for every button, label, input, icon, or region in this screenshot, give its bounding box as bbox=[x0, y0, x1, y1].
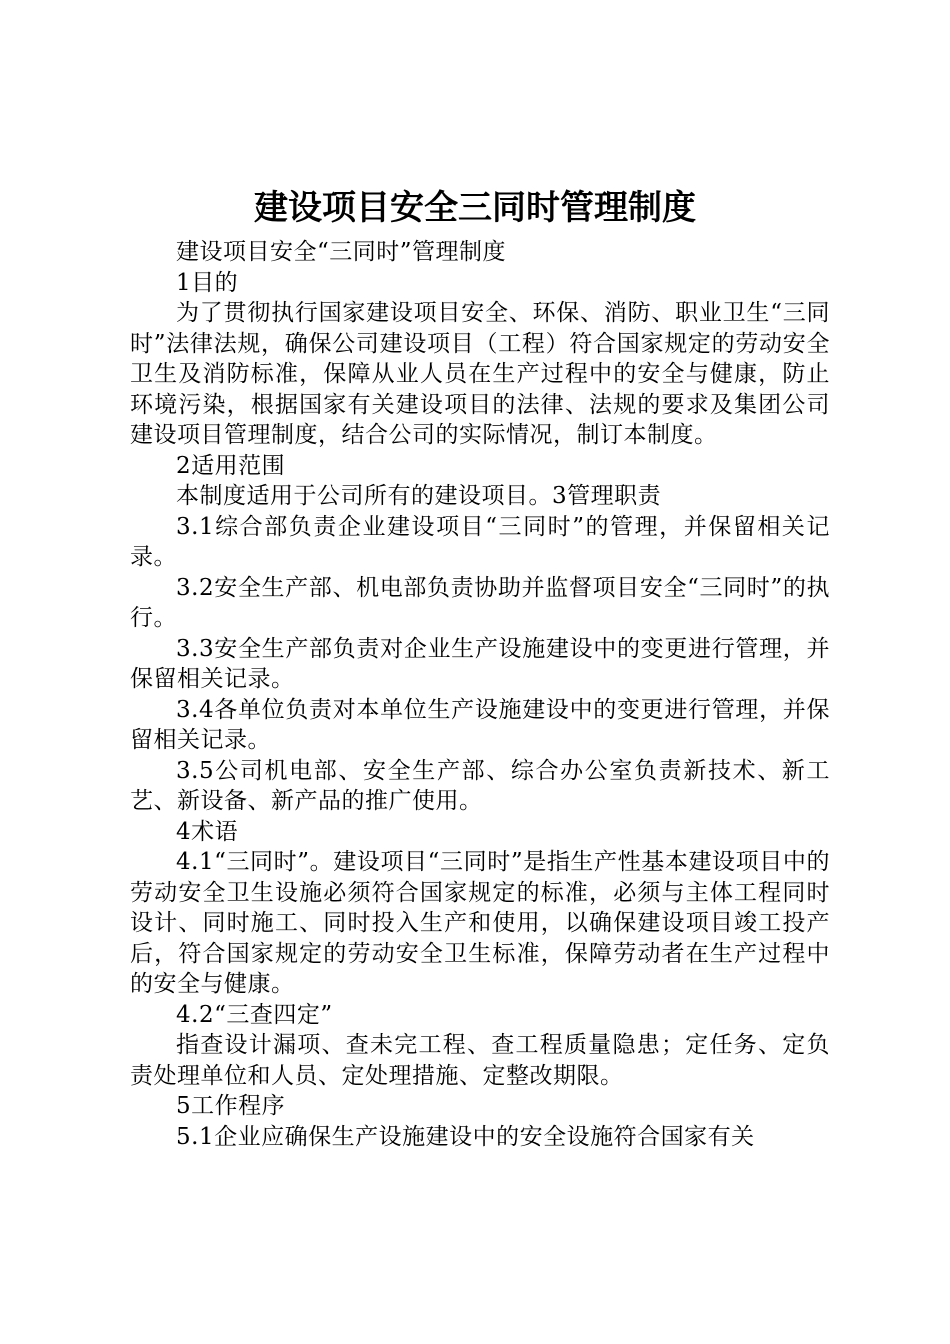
document-body bbox=[130, 237, 830, 1152]
paragraph-scope: 本制度适用于公司所有的建设项目。3管理职责 bbox=[176, 483, 662, 509]
paragraph-term-4-2: 指查设计漏项、查未完工程、查工程质量隐患；定任务、定负责处理单位和人员、定处理措施、定整改期限。 bbox=[130, 1032, 830, 1089]
paragraph-procedure-5-1: 5.1企业应确保生产设施建设中的安全设施符合国家有关 bbox=[176, 1123, 755, 1150]
heading-procedure: 5工作程序 bbox=[176, 1093, 286, 1119]
document-title: 建设项目安全三同时管理制度 bbox=[254, 188, 696, 228]
paragraph-duty-3-5: 3.5公司机电部、安全生产部、综合办公室负责新技术、新工艺、新设备、新产品的推广使用。 bbox=[130, 757, 830, 814]
heading-scope: 2适用范围 bbox=[176, 452, 286, 479]
heading-term-4-2: 4.2“三查四定” bbox=[176, 1001, 333, 1028]
paragraph-duty-3-3: 3.3安全生产部负责对企业生产设施建设中的变更进行管理，并保留相关记录。 bbox=[130, 635, 830, 692]
paragraph-subtitle: 建设项目安全“三同时”管理制度 bbox=[176, 239, 507, 265]
paragraph-duty-3-1: 3.1综合部负责企业建设项目“三同时”的管理，并保留相关记录。 bbox=[130, 513, 830, 570]
paragraph-term-4-1: 4.1“三同时”。建设项目“三同时”是指生产性基本建设项目中的劳动安全卫生设施必须符合国家规定的标准，必须与主体工程同时设计、同时施工、同时投入生产和使用，以确保建设项目竣工投产后，符合国家规定的劳动安全卫生标准，保障劳动者在生产过程中的安全与健康。 bbox=[130, 849, 830, 997]
paragraph-purpose: 为了贯彻执行国家建设项目安全、环保、消防、职业卫生“三同时”法律法规，确保公司建设项目（工程）符合国家规定的劳动安全卫生及消防标准，保障从业人员在生产过程中的安全与健康，防止环境污染，根据国家有关建设项目的法律、法规的要求及集团公司建设项目管理制度，结合公司的实际情况，制订本制度。 bbox=[130, 300, 830, 448]
paragraph-duty-3-2: 3.2安全生产部、机电部负责协助并监督项目安全“三同时”的执行。 bbox=[130, 574, 830, 631]
heading-terms: 4术语 bbox=[176, 818, 239, 845]
paragraph-duty-3-4: 3.4各单位负责对本单位生产设施建设中的变更进行管理，并保留相关记录。 bbox=[130, 696, 830, 753]
heading-purpose: 1目的 bbox=[176, 269, 239, 296]
